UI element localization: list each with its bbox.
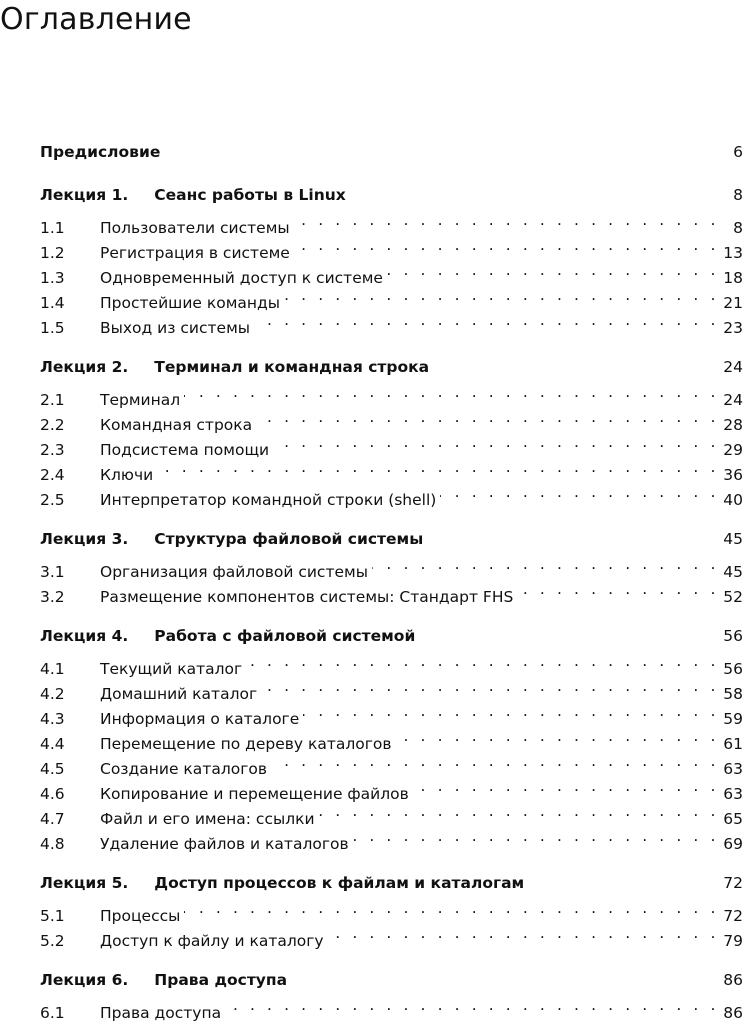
- section-number: 2.4: [40, 466, 65, 484]
- section-number: 4.6: [40, 785, 65, 803]
- page-number: 86: [723, 971, 743, 989]
- toc-lecture-2[interactable]: [40, 355, 743, 380]
- dot-leader: [294, 233, 719, 258]
- lecture-title: Терминал и командная строка: [154, 358, 430, 376]
- section-number: 6.1: [40, 1004, 65, 1022]
- section-number: 3.1: [40, 563, 65, 581]
- section-number: 4.5: [40, 760, 65, 778]
- page-number: 24: [723, 358, 743, 376]
- page-number: 45: [723, 530, 743, 548]
- section-number: 1.3: [40, 269, 65, 287]
- dot-leader: [517, 577, 719, 602]
- section-title: Регистрация в системе: [100, 244, 290, 262]
- page-number: 40: [723, 491, 743, 509]
- section-title: Простейшие команды: [100, 294, 280, 312]
- lecture-label: Лекция 1.: [40, 186, 129, 204]
- section-title: Выход из системы: [100, 319, 251, 337]
- section-number: 4.7: [40, 810, 65, 828]
- dot-leader: [254, 308, 719, 333]
- page-number: 72: [723, 874, 743, 892]
- toc-lecture-6[interactable]: [40, 968, 743, 993]
- lecture-label: Лекция 5.: [40, 874, 129, 892]
- section-number: 4.3: [40, 710, 65, 728]
- table-of-contents: [40, 140, 743, 1022]
- dot-leader: [256, 405, 719, 430]
- lecture-label: Лекция 2.: [40, 358, 129, 376]
- section-number: 5.2: [40, 932, 65, 950]
- toc-lecture-3[interactable]: [40, 527, 743, 552]
- lecture-title: Права доступа: [154, 971, 288, 989]
- dot-leader: [387, 258, 719, 283]
- preface-title: Предисловие: [40, 143, 161, 161]
- section-number: 1.4: [40, 294, 65, 312]
- dot-leader: [273, 430, 719, 455]
- page-number: 6: [733, 143, 743, 161]
- section-title: Домашний каталог: [100, 685, 258, 703]
- page-number: 63: [723, 760, 743, 778]
- dot-leader: [319, 799, 719, 824]
- page-number: 18: [723, 269, 743, 287]
- section-number: 1.5: [40, 319, 65, 337]
- dot-leader: [303, 699, 719, 724]
- dot-leader: [184, 380, 719, 405]
- page-number: 61: [723, 735, 743, 753]
- page-number: 13: [723, 244, 743, 262]
- page-number: 52: [723, 588, 743, 606]
- page-number: 45: [723, 563, 743, 581]
- dot-leader: [246, 649, 719, 674]
- section-title: Удаление файлов и каталогов: [100, 835, 349, 853]
- page-number: 8: [733, 186, 743, 204]
- dot-leader: [328, 921, 719, 946]
- dot-leader: [294, 208, 719, 233]
- section-title: Доступ к файлу и каталогу: [100, 932, 324, 950]
- toc-entry-preface[interactable]: [40, 140, 743, 165]
- section-title: Организация файловой системы: [100, 563, 368, 581]
- dot-leader: [271, 749, 719, 774]
- section-title: Ключи: [100, 466, 154, 484]
- page-number: 56: [723, 660, 743, 678]
- page-number: 72: [723, 907, 743, 925]
- dot-leader: [396, 724, 719, 749]
- toc-section-4-1[interactable]: [40, 649, 743, 678]
- toc-lecture-1[interactable]: [40, 183, 743, 208]
- section-title: Копирование и перемещение файлов: [100, 785, 409, 803]
- page-number: 21: [723, 294, 743, 312]
- toc-section-6-1[interactable]: [40, 993, 743, 1022]
- section-number: 4.1: [40, 660, 65, 678]
- toc-section-1-1[interactable]: [40, 208, 743, 237]
- section-number: 3.2: [40, 588, 65, 606]
- page-number: 65: [723, 810, 743, 828]
- section-number: 4.4: [40, 735, 65, 753]
- page-number: 79: [723, 932, 743, 950]
- page-number: 23: [723, 319, 743, 337]
- section-title: Командная строка: [100, 416, 253, 434]
- dot-leader: [184, 896, 719, 921]
- lecture-title: Работа с файловой системой: [154, 627, 416, 645]
- section-title: Перемещение по дереву каталогов: [100, 735, 392, 753]
- page-number: 36: [723, 466, 743, 484]
- lecture-title: Доступ процессов к файлам и каталогам: [154, 874, 525, 892]
- dot-leader: [372, 552, 719, 577]
- lecture-label: Лекция 6.: [40, 971, 129, 989]
- toc-lecture-5[interactable]: [40, 871, 743, 896]
- page-number: 69: [723, 835, 743, 853]
- page-number: 29: [723, 441, 743, 459]
- lecture-title: Структура файловой системы: [154, 530, 424, 548]
- page-number: 8: [733, 219, 743, 237]
- section-number: 4.2: [40, 685, 65, 703]
- section-number: 5.1: [40, 907, 65, 925]
- lecture-label: Лекция 4.: [40, 627, 129, 645]
- section-number: 2.3: [40, 441, 65, 459]
- page-number: 28: [723, 416, 743, 434]
- section-number: 1.2: [40, 244, 65, 262]
- section-number: 2.5: [40, 491, 65, 509]
- dot-leader: [284, 283, 719, 308]
- dot-leader: [440, 480, 719, 505]
- section-title: Создание каталогов: [100, 760, 267, 778]
- section-number: 4.8: [40, 835, 65, 853]
- section-title: Терминал: [100, 391, 181, 409]
- section-title: Одновременный доступ к системе: [100, 269, 383, 287]
- page-title: Оглавление: [0, 2, 192, 37]
- section-title: Файл и его имена: ссылки: [100, 810, 315, 828]
- section-title: Текущий каталог: [100, 660, 243, 678]
- section-title: Информация о каталоге: [100, 710, 300, 728]
- page-number: 56: [723, 627, 743, 645]
- section-number: 2.1: [40, 391, 65, 409]
- section-title: Подсистема помощи: [100, 441, 270, 459]
- dot-leader: [225, 993, 719, 1018]
- toc-section-5-1[interactable]: [40, 896, 743, 925]
- page-number: 63: [723, 785, 743, 803]
- page-number: 59: [723, 710, 743, 728]
- dot-leader: [261, 674, 719, 699]
- page-number: 86: [723, 1004, 743, 1022]
- toc-section-3-1[interactable]: [40, 552, 743, 581]
- section-title: Права доступа: [100, 1004, 222, 1022]
- page-number: 24: [723, 391, 743, 409]
- dot-leader: [353, 824, 719, 849]
- lecture-label: Лекция 3.: [40, 530, 129, 548]
- section-title: Размещение компонентов системы: Стандарт FHS: [100, 588, 514, 606]
- page-number: 58: [723, 685, 743, 703]
- section-title: Интерпретатор командной строки (shell): [100, 491, 437, 509]
- section-title: Пользователи системы: [100, 219, 290, 237]
- section-number: 2.2: [40, 416, 65, 434]
- dot-leader: [157, 455, 719, 480]
- toc-lecture-4[interactable]: [40, 624, 743, 649]
- section-title: Процессы: [100, 907, 181, 925]
- lecture-title: Сеанс работы в Linux: [154, 186, 346, 204]
- dot-leader: [413, 774, 719, 799]
- toc-section-2-1[interactable]: [40, 380, 743, 409]
- section-number: 1.1: [40, 219, 65, 237]
